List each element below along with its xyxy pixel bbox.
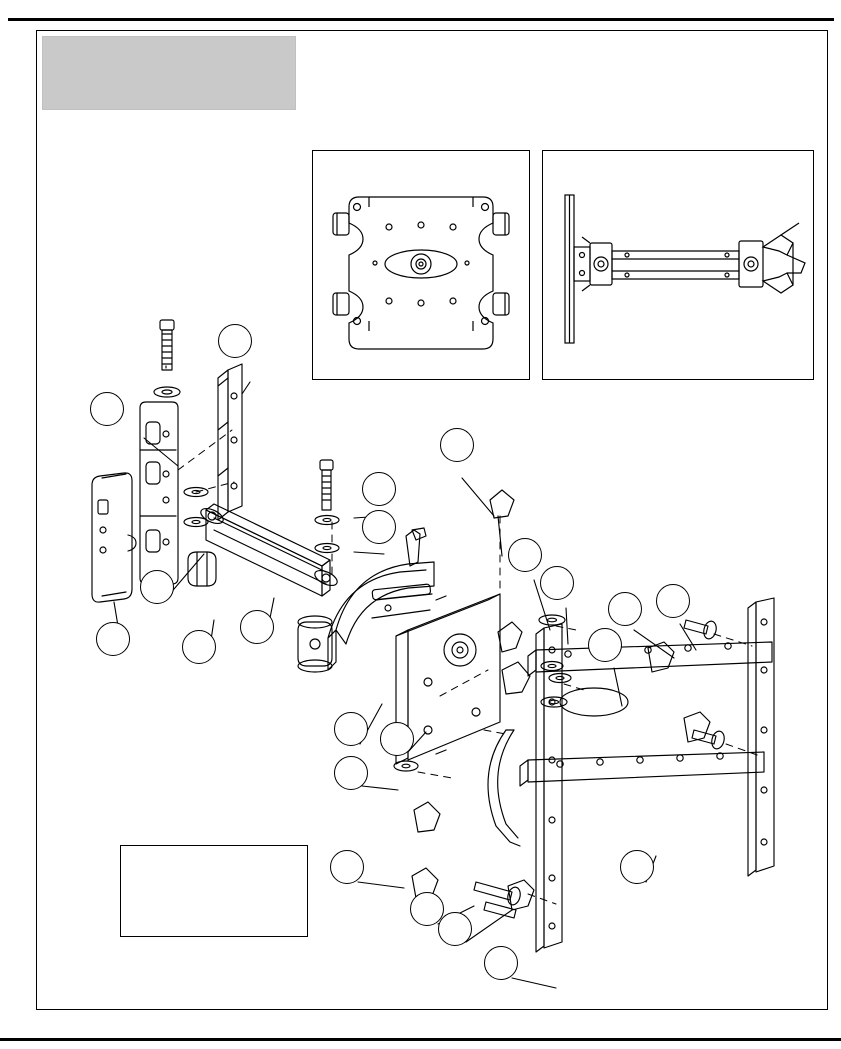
callout-14[interactable] (540, 566, 574, 600)
callout-22[interactable] (620, 850, 654, 884)
callout-17[interactable] (588, 628, 622, 662)
callout-20[interactable] (438, 912, 472, 946)
callout-13[interactable] (508, 538, 542, 572)
callout-18[interactable] (330, 850, 364, 884)
callout-11[interactable] (380, 722, 414, 756)
callout-3[interactable] (362, 472, 396, 506)
callout-12[interactable] (334, 756, 368, 790)
callout-15[interactable] (608, 592, 642, 626)
callout-4[interactable] (362, 510, 396, 544)
note-box (120, 845, 308, 937)
callout-7[interactable] (96, 622, 130, 656)
callout-2[interactable] (90, 392, 124, 426)
callout-6[interactable] (140, 570, 174, 604)
callout-9[interactable] (240, 610, 274, 644)
callout-21[interactable] (484, 946, 518, 980)
page-bottom-rule (0, 1038, 841, 1041)
callout-1[interactable] (218, 324, 252, 358)
callout-5[interactable] (440, 428, 474, 462)
callout-8[interactable] (182, 630, 216, 664)
page-top-rule (8, 18, 834, 21)
callout-16[interactable] (656, 584, 690, 618)
callout-10[interactable] (334, 712, 368, 746)
